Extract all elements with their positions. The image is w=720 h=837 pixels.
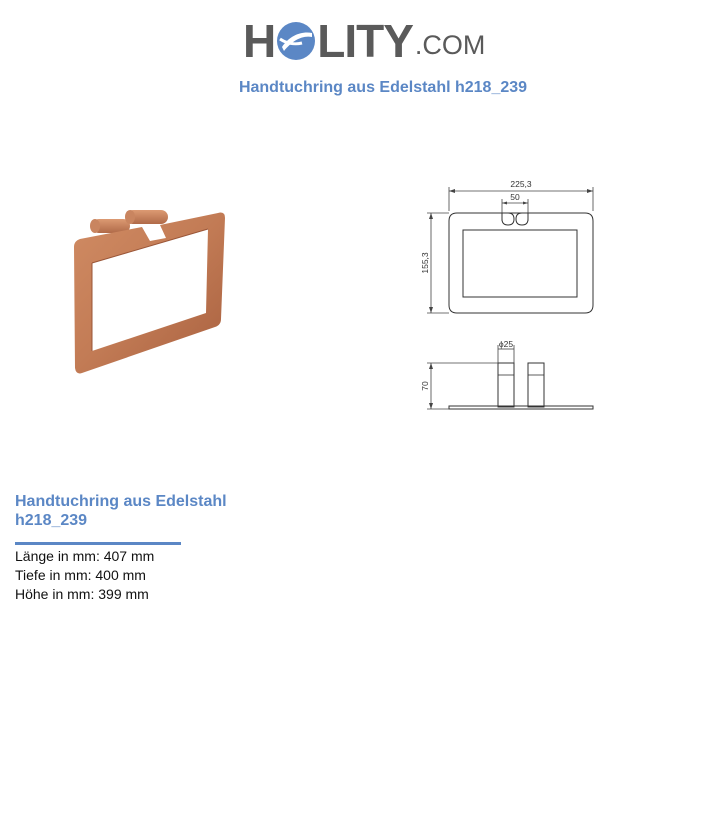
logo-text-h: H <box>243 15 276 67</box>
spec-height: Höhe in mm: 399 mm <box>15 586 149 602</box>
spec-label: Höhe in mm <box>15 586 91 602</box>
product-image <box>70 205 230 380</box>
holity-logo[interactable] <box>243 12 486 67</box>
title-divider <box>15 542 181 545</box>
dimension-width: 225,3 <box>510 179 532 189</box>
spec-list <box>15 547 154 604</box>
spec-value: 400 mm <box>95 567 146 583</box>
technical-drawing <box>415 175 605 415</box>
spec-depth: Tiefe in mm: 400 mm <box>15 567 146 583</box>
spec-value: 407 mm <box>103 548 155 564</box>
dimension-diameter: ϕ25 <box>498 339 514 349</box>
globe-o-icon <box>276 21 316 61</box>
dimension-depth: 70 <box>420 381 430 391</box>
copper-towel-ring-illustration <box>70 205 230 380</box>
spec-length: Länge in mm: 407 mm <box>15 548 155 564</box>
spec-value: 399 mm <box>98 586 149 602</box>
logo-text-lity: LITY <box>317 15 413 67</box>
spec-label: Länge in mm <box>15 548 96 564</box>
spec-label: Tiefe in mm <box>15 567 88 583</box>
logo-text-com: .COM <box>414 30 486 60</box>
dimension-height: 155,3 <box>420 252 430 274</box>
dimension-gap: 50 <box>510 192 520 202</box>
page-title: Handtuchring aus Edelstahl h218_239 <box>238 79 528 96</box>
product-title: Handtuchring aus Edelstahl h218_239 <box>15 493 227 529</box>
